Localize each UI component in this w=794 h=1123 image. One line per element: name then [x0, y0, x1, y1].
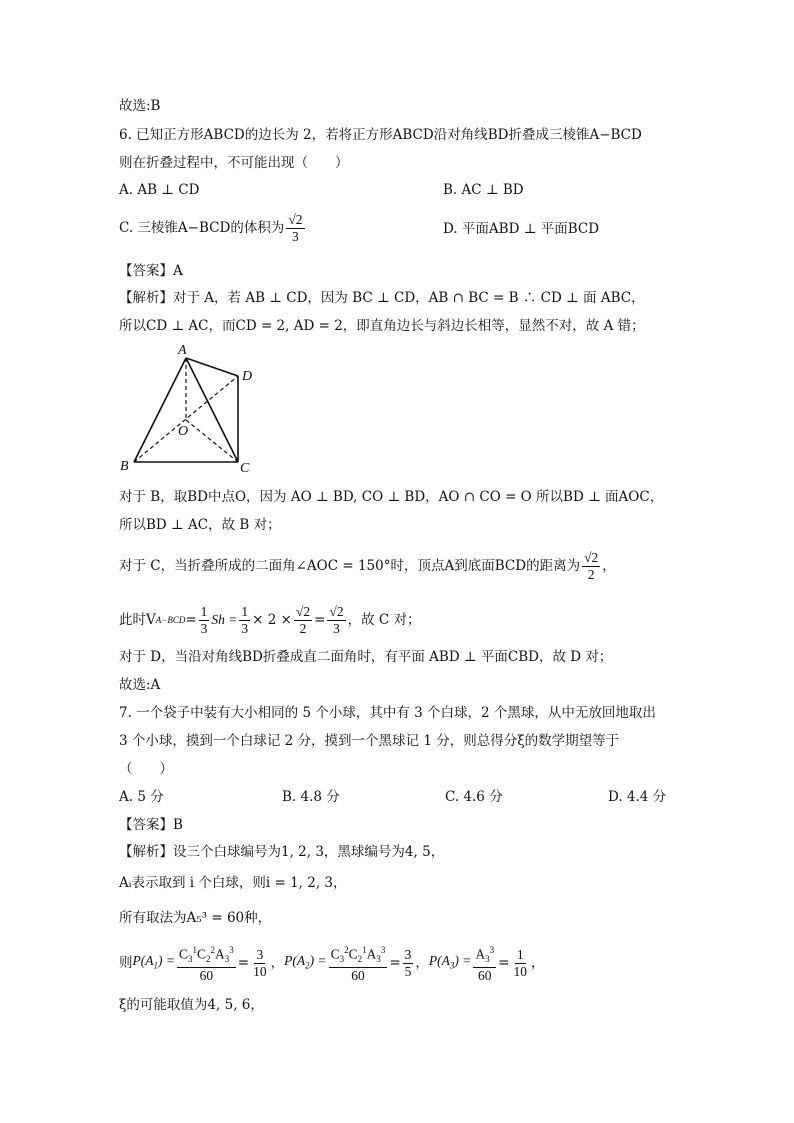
frac-p3-value: $\frac{1}{10}$	[513, 946, 527, 979]
sh-term: Sh =	[211, 612, 238, 627]
question-7-option-c: C. 4.6 分	[445, 789, 503, 805]
question-6-line-2: 则在折叠过程中，不可能出现（ ）	[119, 155, 349, 171]
question-7-option-a: A. 5 分	[119, 789, 164, 805]
question-6-option-a: A. AB ⊥ CD	[119, 182, 200, 198]
label-d: D	[242, 369, 253, 384]
edge-ab	[134, 358, 189, 462]
solution-7-line-5: ξ的可能取值为4, 5, 6，	[119, 997, 264, 1013]
frac-p2-value: $\frac{3}{5}$	[404, 946, 412, 979]
label-c: C	[240, 461, 250, 474]
frac-p3-combo: $\frac{A_3^3}{60}$	[473, 942, 496, 984]
label-a: A	[178, 343, 187, 358]
solution-7-line-3: 所有取法为A₅³ = 60种，	[119, 910, 272, 926]
distance-denominator: 2	[587, 566, 595, 582]
times-two: × 2 ×	[252, 612, 292, 628]
frac-p1-combo: $\frac{C_3^1C_2^2A_3^3}{60}$	[177, 942, 236, 984]
question-7-line-3: （ ）	[119, 761, 173, 777]
option-c-denominator: 3	[292, 228, 299, 244]
label-b: B	[120, 459, 129, 474]
solution-6-line-2: 所以CD ⊥ AC，而CD = 2, AD = 2，即直角边长与斜边长相等，显然不对，故 A 错；	[119, 318, 645, 334]
p-a1: $P(A_1)$ =	[132, 952, 175, 971]
question-7-option-d: D. 4.4 分	[608, 789, 667, 805]
option-c-text: C. 三棱锥A−BCD的体积为	[119, 220, 285, 236]
frac-root2-over-2: $\frac{√2}{2}$	[295, 603, 311, 636]
question-7-option-b: B. 4.8 分	[282, 789, 340, 805]
answer-choice-line-2: 故选:A	[119, 677, 161, 693]
question-6-line-1: 6. 已知正方形ABCD的边长为 2，若将正方形ABCD沿对角线BD折叠成三棱锥A−BCD	[119, 127, 642, 143]
volume-subscript: A−BCD	[155, 615, 186, 625]
answer-choice-line: 故选:B	[119, 98, 161, 114]
question-6-option-b: B. AC ⊥ BD	[443, 182, 524, 198]
sol6e-comma: ，	[602, 558, 616, 574]
p-a2: $P(A_2)$ =	[284, 952, 327, 971]
volume-prefix: 此时V	[119, 612, 156, 628]
prob-prefix: 则	[119, 955, 133, 971]
option-c-numerator: √2	[288, 211, 303, 227]
volume-equals: =	[185, 612, 197, 628]
answer-7: 【答案】B	[119, 817, 183, 833]
p-a3: $P(A_3)$ =	[428, 952, 472, 971]
distance-numerator: √2	[584, 549, 599, 565]
frac-one-third-a: $\frac{1}{3}$	[200, 603, 208, 636]
label-o: O	[178, 424, 189, 439]
frac-one-third-b: $\frac{1}{3}$	[241, 603, 249, 636]
solution-6-line-4: 所以BD ⊥ AC，故 B 对；	[119, 517, 281, 533]
solution-6-line-5	[119, 543, 616, 589]
frac-p1-value: $\frac{3}{10}$	[253, 946, 267, 979]
solution-7-line-1: 【解析】设三个白球编号为1, 2, 3，黑球编号为4, 5，	[119, 844, 445, 860]
question-6-option-d: D. 平面ABD ⊥ 平面BCD	[443, 221, 600, 237]
answer-6: 【答案】A	[119, 263, 183, 279]
solution-6-line-1: 【解析】对于 A，若 AB ⊥ CD，因为 BC ⊥ CD，AB ∩ BC = B ∴ CD ⊥ 面 ABC，	[119, 290, 645, 306]
distance-fraction	[582, 550, 600, 583]
sol6e-text: 对于 C，当折叠所成的二面角∠AOC = 150°时，顶点A到底面BCD的距离为	[119, 558, 581, 574]
option-c-fraction	[286, 212, 304, 245]
volume-end: ，故 C 对；	[347, 612, 421, 628]
question-7-line-1: 7. 一个袋子中装有大小相同的 5 个小球，其中有 3 个白球，2 个黑球，从中无放回地取出	[119, 705, 656, 721]
solution-6-volume-line	[119, 598, 421, 642]
frac-p2-combo: $\frac{C_3^2C_2^1A_3^3}{60}$	[329, 942, 388, 984]
question-6-option-c	[119, 208, 307, 248]
segment-oc-hidden	[186, 420, 238, 462]
solution-7-line-2: Aᵢ表示取到 i 个白球，则i = 1, 2, 3，	[119, 875, 347, 891]
question-7-line-2: 3 个小球，摸到一个白球记 2 分，摸到一个黑球记 1 分，则总得分ξ的数学期望等于	[119, 733, 620, 749]
solution-7-probability-line: 则 $P(A_1)$ = $\frac{C_3^1C_2^2A_3^3}{60}$ = $\frac{3}{10}$ ， $P(A_2)$ = $\frac{C_3^2C_2^1A_3^3}{60}$ = $\frac{3}{5}$ ， $P(A_3)$ = $\frac{A_3^3}{60}$ = $\frac{1}{10}$ ，	[119, 940, 544, 986]
frac-root2-over-3: $\frac{√2}{3}$	[329, 603, 344, 636]
solution-6-line-7: 对于 D，当沿对角线BD折叠成直二面角时，有平面 ABD ⊥ 平面CBD，故 D 对；	[119, 649, 613, 665]
equals-sign: =	[314, 612, 326, 628]
triangular-pyramid-diagram	[118, 342, 260, 474]
solution-6-line-3: 对于 B，取BD中点O，因为 AO ⊥ BD, CO ⊥ BD，AO ∩ CO = O 所以BD ⊥ 面AOC，	[119, 489, 664, 505]
